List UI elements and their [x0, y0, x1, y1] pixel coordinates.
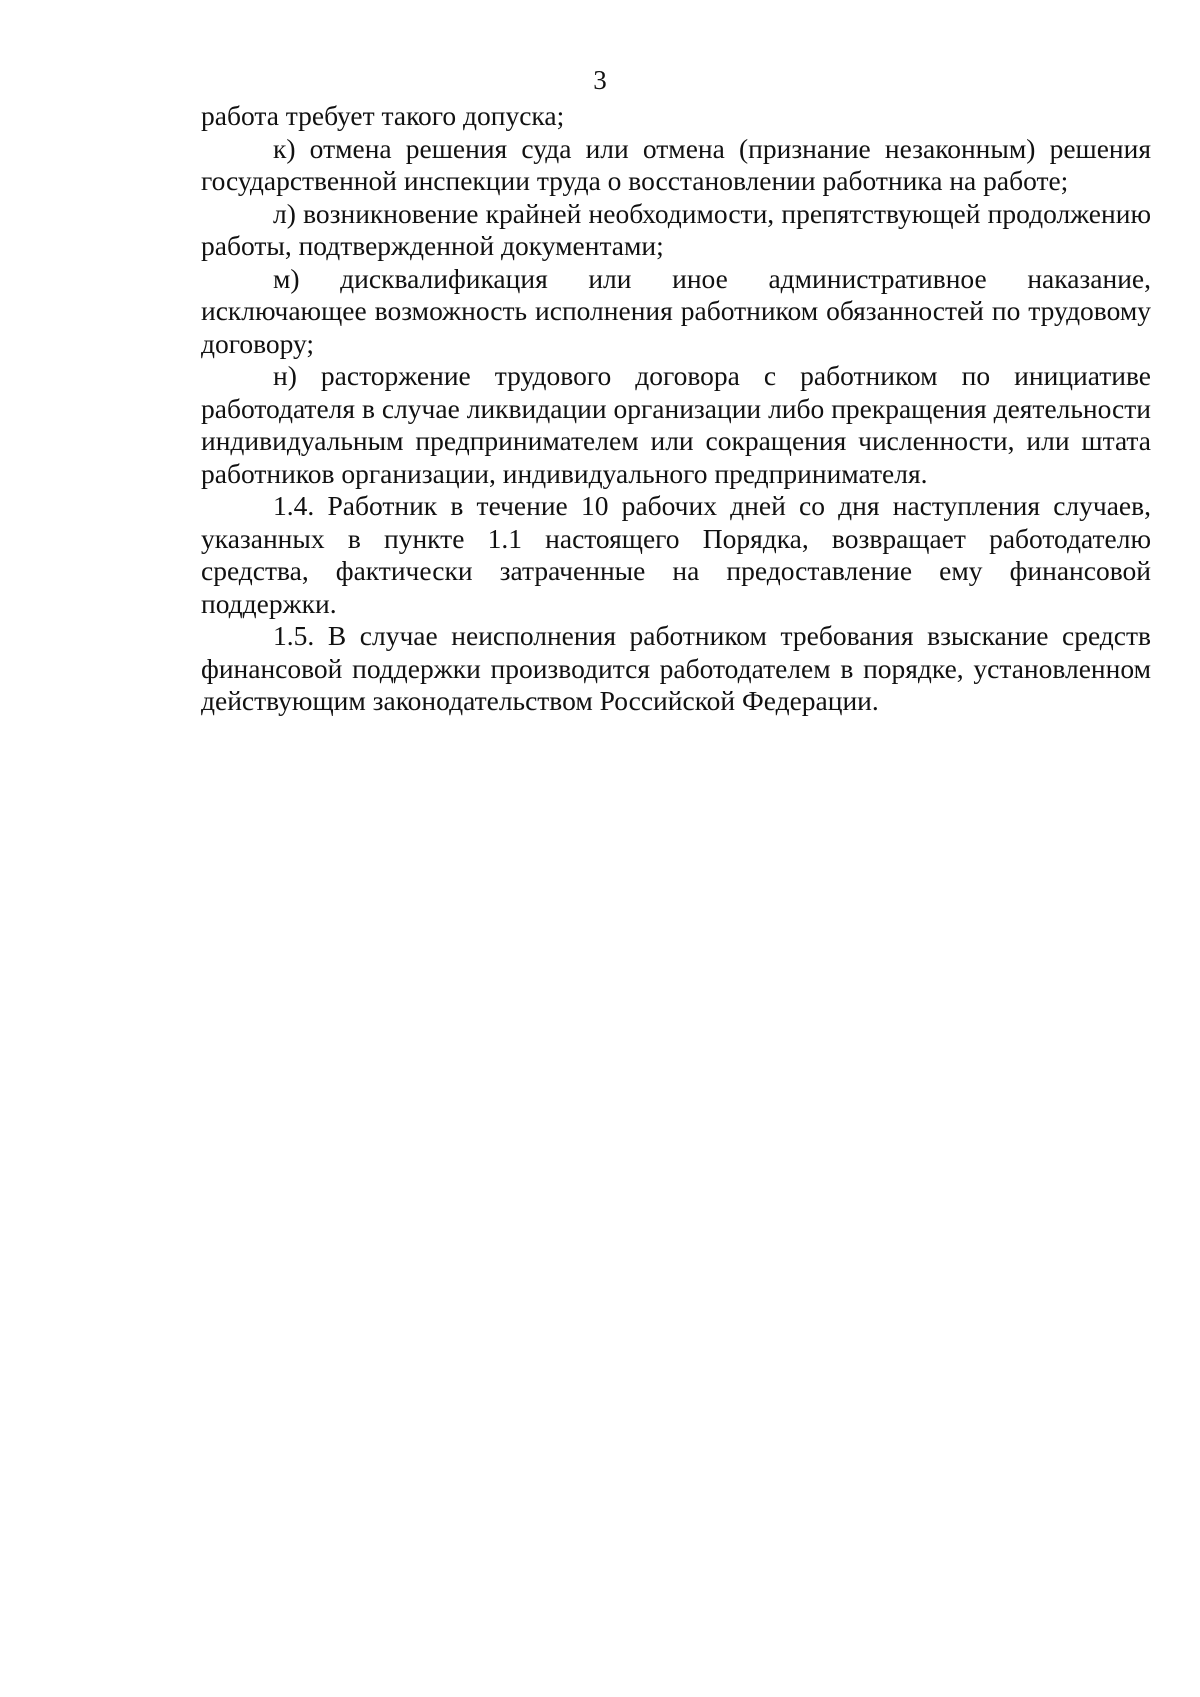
page-number: 3: [593, 65, 607, 95]
paragraph-item-k: к) отмена решения суда или отмена (признание незаконным) решения государственной инспекции труда о восстановлении работника на работе;: [201, 132, 1151, 196]
paragraph-continuation: работа требует такого допуска;: [201, 100, 565, 131]
paragraph-clause-1-5: 1.5. В случае неисполнения работником требования взыскание средств финансовой поддержки производится работодателем в порядке, установленном действующим законодательством Российской Федерации.: [201, 620, 1151, 716]
document-body: [201, 100, 1151, 718]
paragraph-item-l: л) возникновение крайней необходимости, препятствующей продолжению работы, подтвержденной документами;: [201, 197, 1151, 261]
paragraph-item-m: м) дисквалификация или иное административное наказание, исключающее возможность исполнения работником обязанностей по трудовому договору;: [201, 262, 1151, 359]
paragraph-clause-1-4: 1.4. Работник в течение 10 рабочих дней со дня наступления случаев, указанных в пункте 1.1 настоящего Порядка, возвращает работодателю средства, фактически затраченные на предоставление ему финансовой поддержки.: [201, 490, 1151, 619]
paragraph-item-n: н) расторжение трудового договора с работником по инициативе работодателя в случае ликвидации организации либо прекращения деятельности индивидуальным предпринимателем или сокращения численности, или штата работников организации, индивидуального предпринимателя.: [201, 360, 1151, 489]
